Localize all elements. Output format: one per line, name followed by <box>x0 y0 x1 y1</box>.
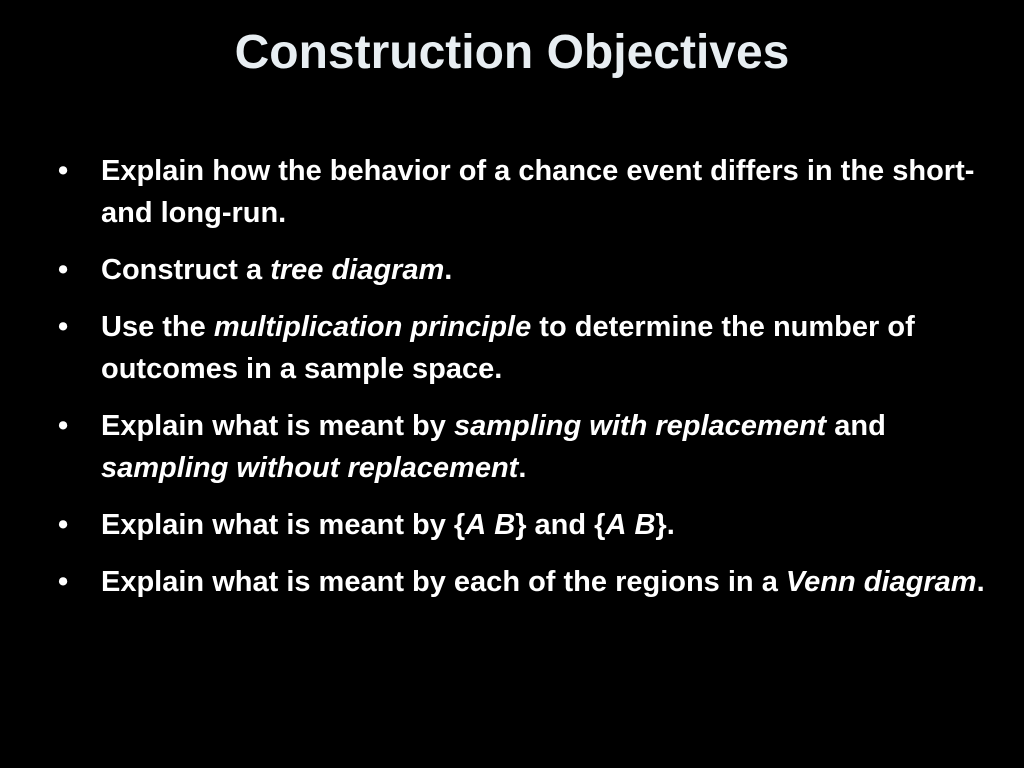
bullet-text: . <box>976 566 985 598</box>
list-item <box>58 504 988 546</box>
bullet-icon: • <box>58 509 69 541</box>
bullet-text: to determine the number of outcomes in a sample space. <box>101 311 915 385</box>
emphasis-text: sampling with replacement <box>453 410 827 442</box>
bullet-text: Explain how the behavior of a chance event differs in the short- and long-run. <box>101 155 975 229</box>
bullet-icon: • <box>58 311 69 343</box>
bullet-text: . <box>518 452 527 484</box>
list-item <box>58 306 988 390</box>
emphasis-text: tree diagram <box>270 254 445 286</box>
bullet-text: . <box>444 254 453 286</box>
bullet-icon: • <box>58 254 69 286</box>
bullet-text: Use the <box>101 311 214 343</box>
set-symbol-a: A <box>465 509 487 541</box>
bullet-icon: • <box>58 566 69 598</box>
bullet-text: }. <box>655 509 675 541</box>
objectives-list <box>58 150 988 618</box>
bullet-text: Explain what is meant by each of the regions in a <box>101 566 786 598</box>
bullet-text: Explain what is meant by { <box>101 509 466 541</box>
emphasis-text: Venn diagram <box>785 566 977 598</box>
list-item <box>58 405 988 489</box>
slide-title: Construction Objectives <box>234 26 790 79</box>
bullet-text: } and { <box>515 509 606 541</box>
set-symbol-a: A <box>605 509 627 541</box>
list-item <box>58 249 988 291</box>
bullet-icon: • <box>58 155 69 187</box>
set-symbol-b: B <box>634 509 656 541</box>
bullet-text: Explain what is meant by <box>101 410 454 442</box>
bullet-text: Construct a <box>101 254 271 286</box>
list-item <box>58 150 988 234</box>
set-symbol-b: B <box>494 509 516 541</box>
bullet-icon: • <box>58 410 69 442</box>
list-item <box>58 561 988 603</box>
emphasis-text: sampling without replacement <box>101 452 519 484</box>
emphasis-text: multiplication principle <box>213 311 532 343</box>
bullet-text: and <box>826 410 886 442</box>
